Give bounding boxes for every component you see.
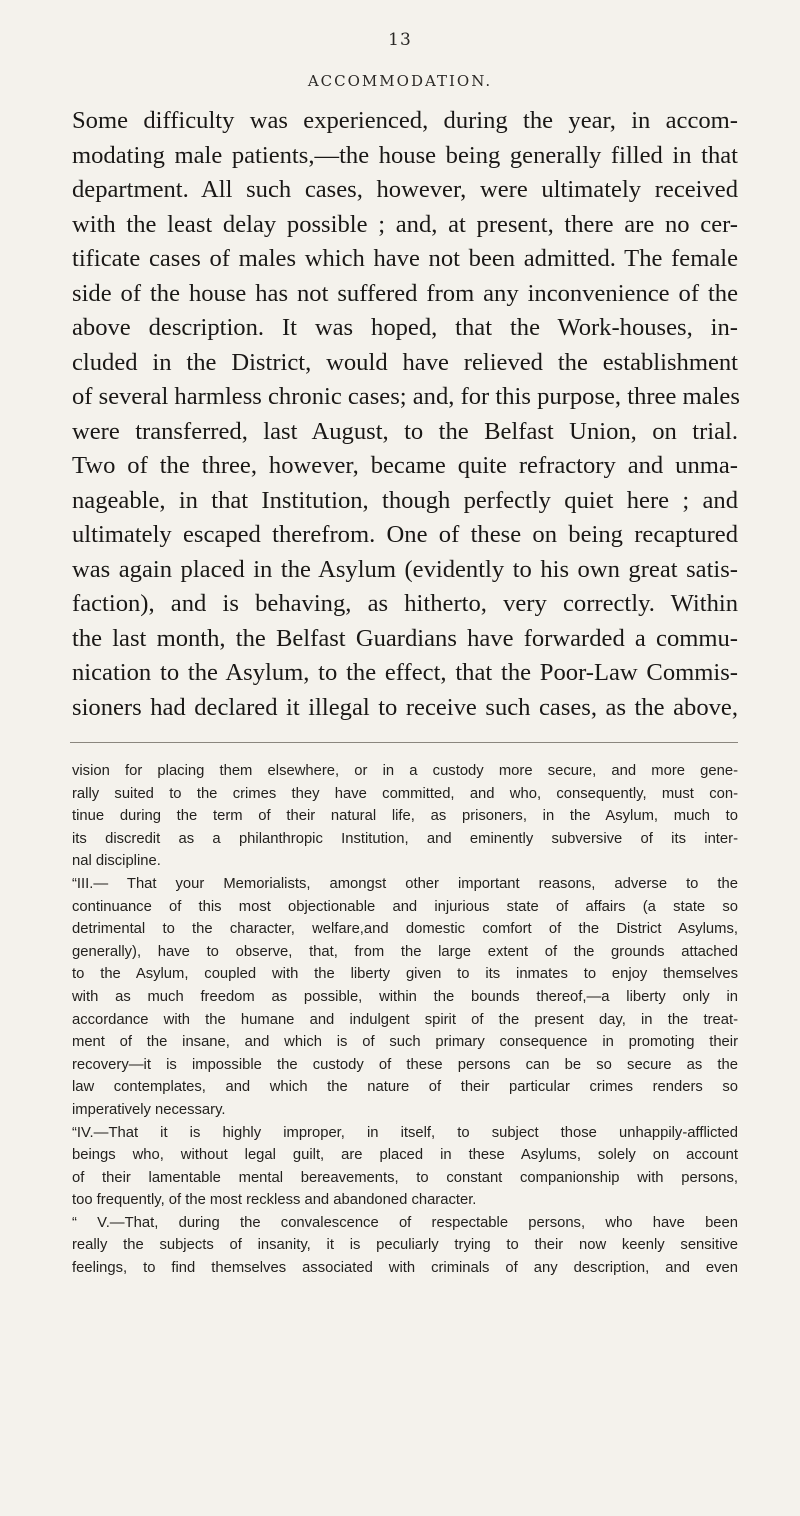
body-line: side of the house has not suffered from any inconvenience of the: [72, 279, 738, 307]
body-line: above description. It was hoped, that the Work-houses, in-: [72, 314, 738, 341]
footnote-text: [72, 760, 738, 1280]
footnote-line: accordance with the humane and indulgent spirit of the present day, in the treat-: [72, 1011, 738, 1028]
body-line: tificate cases of males which have not been admitted. The female: [72, 245, 738, 272]
body-line: the last month, the Belfast Guardians have forwarded a commu-: [72, 624, 738, 652]
body-line: faction), and is behaving, as hitherto, very correctly. Within: [72, 590, 738, 617]
body-line: were transferred, last August, to the Belfast Union, on trial.: [72, 417, 738, 445]
footnote-line: “IV.—That it is highly improper, in itself, to subject those unhappily-afflicted: [72, 1124, 738, 1141]
body-line: sioners had declared it illegal to receive such cases, as the above,: [72, 693, 738, 721]
body-line: Two of the three, however, became quite refractory and unma-: [72, 452, 738, 479]
body-line: department. All such cases, however, were ultimately received: [72, 176, 738, 203]
page-number: 13: [388, 30, 412, 50]
footnote-line: nal discipline.: [72, 853, 161, 870]
body-line: Some difficulty was experienced, during the year, in accom-: [72, 107, 738, 134]
footnote-divider: [70, 742, 738, 743]
body-line: nication to the Asylum, to the effect, that the Poor-Law Commis-: [72, 659, 738, 686]
body-line: ultimately escaped therefrom. One of these on being recaptured: [72, 521, 738, 548]
body-line: of several harmless chronic cases; and, for this purpose, three males: [72, 383, 740, 410]
body-line: was again placed in the Asylum (evidently to his own great satis-: [72, 555, 738, 583]
body-line: modating male patients,—the house being generally filled in that: [72, 141, 738, 169]
footnote-line: law contemplates, and which the nature of their particular crimes renders so: [72, 1079, 738, 1096]
body-line: with the least delay possible ; and, at present, there are no cer-: [72, 210, 738, 238]
footnote-line: too frequently, of the most reckless and abandoned character.: [72, 1192, 477, 1209]
footnote-line: beings who, without legal guilt, are placed in these Asylums, solely on account: [72, 1147, 738, 1164]
footnote-line: vision for placing them elsewhere, or in a custody more secure, and more gene-: [72, 763, 738, 779]
body-line: cluded in the District, would have relieved the establishment: [72, 348, 738, 376]
footnote-line: its discredit as a philanthropic Institution, and eminently subversive of its inter-: [72, 830, 738, 847]
footnote-line: generally), have to observe, that, from the large extent of the grounds attached: [72, 943, 738, 960]
footnote-line: continuance of this most objectionable and injurious state of affairs (a state so: [72, 898, 738, 915]
footnote-line: with as much freedom as possible, within the bounds thereof,—a liberty only in: [72, 988, 738, 1005]
footnote-line: to the Asylum, coupled with the liberty given to its inmates to enjoy themselves: [72, 966, 738, 983]
footnote-line: rally suited to the crimes they have committed, and who, consequently, must con-: [72, 785, 738, 802]
footnote-line: of their lamentable mental bereavements, to constant companionship with persons,: [72, 1169, 738, 1186]
footnote-line: detrimental to the character, welfare,and domestic comfort of the District Asylums,: [72, 921, 738, 938]
footnote-line: imperatively necessary.: [72, 1101, 226, 1118]
body-line: nageable, in that Institution, though perfectly quiet here ; and: [72, 486, 738, 514]
footnote-line: tinue during the term of their natural life, as prisoners, in the Asylum, much to: [72, 808, 738, 825]
section-heading: ACCOMMODATION.: [307, 72, 493, 90]
footnote-line: really the subjects of insanity, it is peculiarly trying to their now keenly sensitive: [72, 1237, 738, 1254]
main-body-text: [72, 104, 738, 725]
footnote-line: feelings, to find themselves associated with criminals of any description, and even: [72, 1260, 738, 1277]
footnote-line: “ V.—That, during the convalescence of respectable persons, who have been: [72, 1214, 738, 1231]
footnote-line: ment of the insane, and which is of such primary consequence in promoting their: [72, 1034, 738, 1051]
footnote-line: recovery—it is impossible the custody of these persons can be so secure as the: [72, 1056, 738, 1073]
footnote-line: “III.— That your Memorialists, amongst other important reasons, adverse to the: [72, 875, 738, 892]
